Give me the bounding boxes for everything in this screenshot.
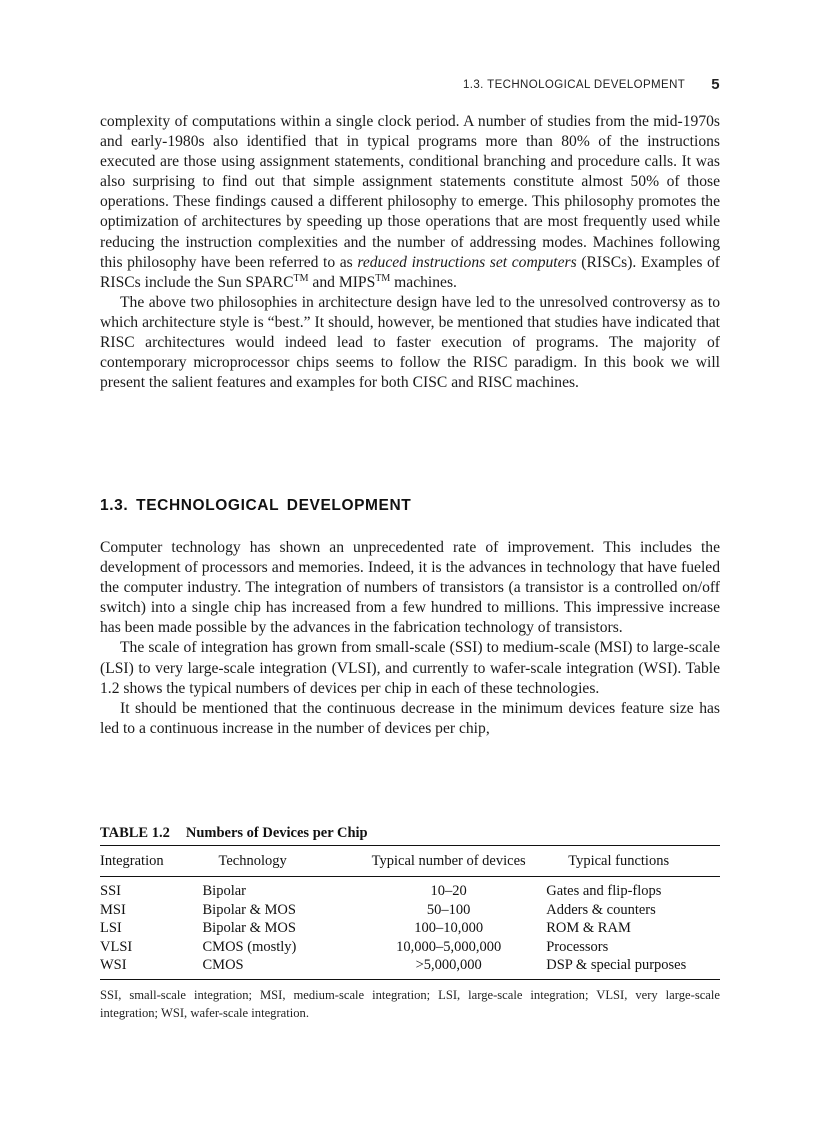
cell-integration: WSI [100, 957, 127, 973]
paragraph-feature-size: It should be mentioned that the continuous decrease in the minimum devices feature size has led to a continuous increase in the number of devices per chip, [100, 699, 720, 737]
page-number: 5 [711, 76, 720, 93]
cell-technology: CMOS [202, 957, 244, 973]
running-head [100, 76, 720, 93]
paragraph-technology-improvement: Computer technology has shown an unprecedented rate of improvement. This includes the development of processors and memories. Indeed, it is the advances in technology that have fueled the computer industry. The integration of numbers of transistors (a transistor is a controlled on/off switch) into a single chip has increased from a few hundred to millions. This impressive increase has been made possible by the advances in the fabrication technology of transistors. [100, 539, 720, 637]
table-caption [100, 825, 368, 842]
header-typical-number: Typical number of devices [351, 846, 546, 877]
paragraph-scale-of-integration: The scale of integration has grown from small-scale (SSI) to medium-scale (MSI) to large-scale (LSI) to very large-scale integration (VLSI), and currently to wafer-scale integration (WSI). Table 1.2 shows the typical numbers of devices per chip in each of these technologies. [100, 639, 720, 697]
cell-typical-number: 100–10,000 [414, 920, 484, 936]
trademark-sparc: TM [293, 272, 309, 284]
section-heading: 1.3. TECHNOLOGICAL DEVELOPMENT [100, 497, 412, 514]
cell-technology: CMOS (mostly) [202, 938, 297, 955]
cell-technology: Bipolar & MOS [202, 901, 296, 918]
table-row [100, 919, 720, 938]
table-header-row [100, 846, 720, 877]
cell-typical-number: >5,000,000 [415, 957, 482, 973]
header-integration: Integration [100, 846, 203, 877]
body-text-top [100, 112, 720, 393]
cell-typical-functions: Gates and flip-flops [546, 883, 662, 899]
trademark-mips: TM [375, 272, 391, 284]
table-footnote: SSI, small-scale integration; MSI, medium-scale integration; LSI, large-scale integration; VLSI, very large-scale integration; WSI, wafer-scale integration. [100, 988, 720, 1020]
paragraph-risc-philosophy: complexity of computations within a single clock period. A number of studies from the mid-1970s and early-1980s also identified that in typical programs more than 80% of the instructions executed are those using assignment statements, conditional branching and procedure calls. It was also surprising to find out that simple assignment statements constitute almost 50% of those operations. These findings caused a different philosophy to emerge. This philosophy promotes the optimization of architectures by speeding up those operations that are most frequently used while reducing the instruction complexities and the number of addressing modes. Machines following this philosophy have been referred to as reduced instructions set computers (RISCs). Examples of RISCs include the Sun SPARC™ and MIPS™ machines. [100, 113, 720, 291]
cell-typical-functions: Processors [546, 938, 609, 955]
body-text-section [100, 538, 720, 739]
cell-typical-functions: DSP & special purposes [546, 957, 687, 973]
cell-typical-number: 10–20 [430, 883, 467, 899]
table-row [100, 877, 720, 901]
running-head-section: 1.3. TECHNOLOGICAL DEVELOPMENT [462, 79, 686, 91]
cell-typical-functions: ROM & RAM [546, 920, 631, 936]
cell-technology: Bipolar & MOS [202, 920, 296, 936]
header-technology: Technology [203, 846, 352, 877]
paragraph-cisc-risc-controversy: The above two philosophies in architecture design have led to the unresolved controversy as to which architecture style is “best.” It should, however, be mentioned that studies have indicated that RISC architectures would indeed lead to faster execution of programs. The majority of contemporary microprocessor chips seems to follow the RISC paradigm. In this book we will present the salient features and examples for both CISC and RISC machines. [100, 293, 720, 392]
cell-typical-number: 10,000–5,000,000 [396, 938, 502, 955]
cell-integration: SSI [100, 883, 121, 899]
italic-term-risc: reduced instructions set computers [357, 253, 577, 271]
cell-technology: Bipolar [202, 883, 247, 899]
table-row [100, 901, 720, 920]
header-typical-functions: Typical functions [546, 846, 720, 877]
cell-typical-functions: Adders & counters [546, 901, 656, 918]
cell-integration: MSI [100, 901, 126, 918]
devices-per-chip-table [100, 845, 720, 980]
cell-typical-number: 50–100 [426, 901, 471, 918]
cell-integration: VLSI [100, 938, 133, 955]
table-row [100, 938, 720, 957]
table-title: Numbers of Devices per Chip [185, 825, 368, 841]
table-number: TABLE 1.2 [100, 825, 170, 841]
table-row [100, 956, 720, 979]
cell-integration: LSI [100, 920, 122, 936]
